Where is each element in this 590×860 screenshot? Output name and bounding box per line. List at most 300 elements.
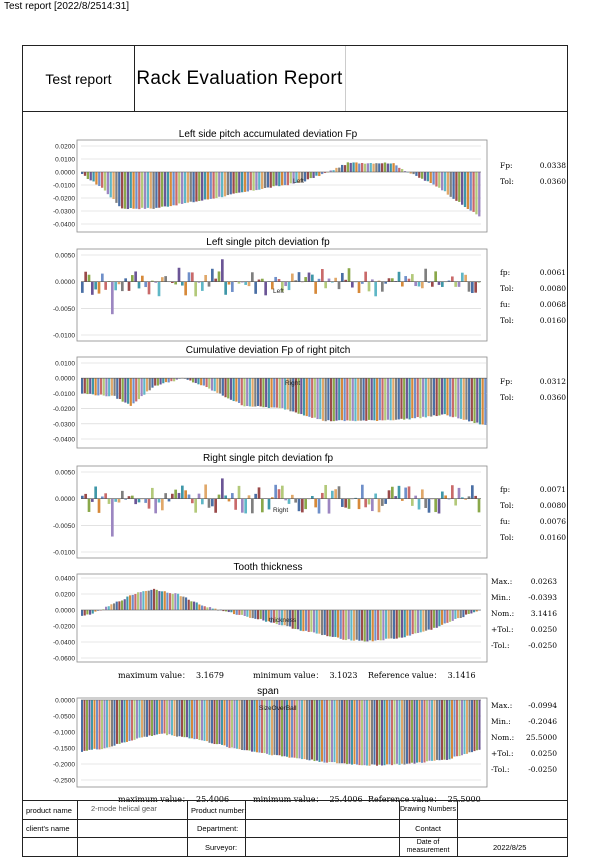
bar	[409, 610, 411, 636]
bar	[417, 610, 419, 633]
bar	[198, 604, 200, 610]
bar	[314, 282, 317, 294]
stat-value: -0.0250	[528, 765, 557, 774]
bar	[188, 495, 191, 499]
bar	[96, 700, 98, 749]
bar	[106, 700, 108, 748]
bar	[311, 378, 313, 418]
bar	[359, 700, 361, 765]
bar	[314, 499, 317, 508]
y-tick-label: -0.0100	[52, 549, 75, 557]
bar	[331, 700, 333, 762]
bar	[378, 163, 380, 172]
bar	[138, 499, 141, 503]
bar	[116, 602, 118, 610]
bar	[357, 378, 359, 420]
bar	[178, 172, 180, 203]
bar	[424, 269, 427, 282]
bar	[128, 496, 131, 498]
stat-label: Min.:	[491, 593, 511, 602]
bar	[278, 279, 281, 282]
bar	[168, 499, 171, 502]
bar	[476, 700, 478, 750]
bar	[454, 700, 456, 757]
bar	[127, 378, 129, 404]
bar	[105, 378, 107, 396]
bar	[184, 282, 187, 296]
bar	[191, 700, 193, 738]
stat-label: Min.:	[491, 717, 511, 726]
bar	[399, 700, 401, 765]
bar	[171, 494, 174, 499]
bar	[344, 499, 347, 508]
bar	[391, 487, 394, 499]
bar	[124, 172, 126, 209]
bar	[301, 499, 304, 513]
bar	[91, 282, 94, 295]
bar	[131, 496, 134, 499]
bar	[239, 700, 241, 749]
bar	[135, 172, 137, 209]
bar	[427, 378, 429, 416]
series-label: Right	[273, 507, 289, 514]
bar	[179, 700, 181, 736]
bar	[236, 610, 238, 615]
bar	[250, 172, 252, 190]
bar	[249, 700, 251, 751]
bar	[319, 700, 321, 762]
bar	[154, 378, 156, 385]
bar	[104, 700, 106, 748]
bar	[452, 172, 454, 199]
bar	[252, 610, 254, 618]
chart-left-cumulative-pitch	[23, 138, 567, 234]
bar	[144, 499, 147, 503]
y-tick-label: 0.0200	[55, 591, 75, 599]
bar	[154, 700, 156, 735]
bar	[138, 282, 141, 289]
thickness-ref: Reference value： 3.1416	[368, 671, 476, 680]
bar	[149, 700, 151, 735]
bar	[461, 172, 463, 205]
bar	[108, 378, 110, 396]
stat-label: Max.:	[491, 577, 513, 586]
bar	[404, 488, 407, 499]
stat-label: Tol:	[500, 533, 514, 542]
bar	[84, 172, 86, 176]
bar	[181, 282, 184, 286]
bar	[404, 276, 407, 282]
y-tick-label: -0.1000	[52, 729, 75, 737]
bar	[201, 172, 203, 201]
bar	[119, 700, 121, 744]
bar	[390, 378, 392, 420]
y-tick-label: -0.1500	[52, 745, 75, 753]
bar	[248, 282, 251, 286]
bar	[195, 378, 197, 383]
bar	[204, 484, 207, 498]
bar	[222, 378, 224, 395]
bar	[297, 610, 299, 629]
bar	[154, 499, 157, 514]
bar	[166, 700, 168, 735]
bar	[118, 499, 121, 503]
bar	[139, 700, 141, 738]
bar	[190, 601, 192, 610]
bar	[418, 172, 420, 178]
bar	[334, 489, 337, 498]
y-tick-label: -0.0400	[52, 436, 75, 444]
bar	[438, 499, 441, 514]
bar	[233, 610, 235, 614]
bar	[194, 282, 197, 297]
bar	[98, 499, 101, 513]
bar	[254, 282, 257, 294]
chart-title-4: Right single pitch deviation fp	[202, 453, 334, 464]
bar	[201, 282, 204, 291]
bar	[159, 378, 161, 384]
bar	[141, 700, 143, 737]
bar	[229, 700, 231, 748]
bar	[291, 274, 294, 282]
bar	[121, 600, 123, 610]
bar	[342, 610, 344, 640]
bar	[321, 610, 323, 635]
bar	[212, 172, 214, 199]
bar	[476, 378, 478, 422]
bar	[457, 610, 459, 618]
bar	[471, 700, 473, 752]
bar	[152, 172, 154, 209]
bar	[234, 499, 237, 510]
bar	[471, 485, 474, 498]
bar	[381, 700, 383, 765]
bar	[390, 610, 392, 638]
chart-title-6: span	[257, 686, 279, 697]
window-title: Test report [2022/8/2514:31]	[4, 1, 130, 12]
bar	[101, 700, 103, 749]
bar	[134, 499, 137, 504]
bar	[411, 274, 414, 282]
y-tick-label: -0.0600	[52, 655, 75, 663]
bar	[341, 273, 344, 282]
bar	[466, 700, 468, 754]
bar	[256, 700, 258, 752]
bar	[352, 162, 354, 172]
bar	[279, 378, 281, 408]
bar	[114, 282, 117, 291]
bar	[201, 605, 203, 610]
bar	[260, 378, 262, 406]
client-name-label: client's name	[26, 823, 70, 833]
bar	[474, 282, 477, 293]
bar	[91, 499, 94, 502]
bar	[388, 490, 391, 498]
span-ref: Reference value： 25.5000	[368, 795, 481, 804]
bar	[401, 700, 403, 764]
bar	[165, 378, 167, 382]
bar	[264, 172, 266, 188]
bar	[278, 489, 281, 498]
bar	[94, 487, 97, 499]
bar	[458, 488, 461, 499]
bar	[366, 610, 368, 641]
bar	[432, 172, 434, 185]
bar	[324, 485, 327, 499]
bar	[328, 499, 331, 514]
bar	[419, 700, 421, 762]
bar	[118, 172, 120, 206]
bar	[463, 378, 465, 420]
bar	[333, 378, 335, 421]
bar	[441, 172, 443, 190]
bar	[268, 378, 270, 408]
bar	[364, 164, 366, 172]
chart-tooth-thickness	[23, 572, 567, 666]
bar	[86, 610, 88, 614]
bar	[468, 610, 470, 614]
bar	[111, 282, 114, 315]
bar	[172, 594, 174, 610]
bar	[167, 172, 169, 207]
stat-value: 0.0312	[539, 377, 566, 386]
bar	[421, 172, 423, 179]
stat-value: -0.2046	[528, 717, 557, 726]
bar	[194, 700, 196, 739]
bar	[169, 700, 171, 734]
bar	[371, 700, 373, 764]
bar	[101, 497, 104, 499]
bar	[465, 378, 467, 419]
bar	[368, 282, 371, 292]
bar	[331, 491, 334, 499]
bar	[358, 610, 360, 641]
y-tick-label: 0.0000	[55, 607, 75, 615]
bar	[94, 700, 96, 749]
y-tick-label: -0.0100	[52, 182, 75, 190]
bar	[414, 282, 417, 286]
bar	[316, 378, 318, 419]
stat-value: 0.0160	[539, 533, 566, 542]
bar	[236, 700, 238, 749]
bar	[127, 172, 129, 209]
bar	[352, 378, 354, 421]
bar	[103, 378, 105, 395]
bar	[161, 277, 164, 281]
bar	[214, 700, 216, 744]
bar	[262, 610, 264, 621]
bar	[392, 163, 394, 172]
y-tick-label: -0.0200	[52, 195, 75, 203]
bar	[321, 172, 323, 174]
bar	[384, 378, 386, 420]
bar	[166, 593, 168, 610]
bar	[376, 378, 378, 421]
bar	[92, 610, 94, 614]
bar	[306, 378, 308, 416]
bar	[244, 700, 246, 750]
bar	[454, 499, 457, 506]
bar	[409, 378, 411, 419]
bar	[200, 378, 202, 385]
bar	[344, 700, 346, 763]
chart-right-cumulative-pitch	[23, 355, 567, 450]
bar	[473, 378, 475, 423]
bar	[233, 378, 235, 401]
bar	[203, 378, 205, 385]
bar	[328, 279, 331, 282]
bar	[258, 280, 261, 282]
bar	[258, 487, 261, 498]
bar	[257, 378, 259, 406]
bar	[369, 700, 371, 766]
bar	[436, 700, 438, 760]
bar	[349, 700, 351, 764]
stat-label: -Tol.:	[491, 641, 510, 650]
bar	[308, 273, 311, 282]
bar	[254, 378, 256, 406]
stat-label: fu:	[500, 517, 511, 526]
bar	[191, 499, 194, 504]
bar	[322, 378, 324, 421]
bar	[305, 610, 307, 631]
bar	[131, 275, 134, 282]
bar	[364, 610, 366, 641]
bar	[231, 493, 234, 499]
contact-label: Contact	[415, 823, 441, 833]
bar	[112, 172, 114, 199]
bar	[121, 491, 124, 499]
bar	[274, 485, 277, 499]
bar	[372, 164, 374, 172]
bar	[174, 593, 176, 610]
bar	[307, 172, 309, 179]
bar	[430, 610, 432, 630]
bar	[261, 279, 264, 282]
bar	[454, 282, 457, 287]
series-label: SizeOverBall	[259, 705, 297, 712]
bar	[191, 272, 194, 281]
bar	[461, 273, 464, 282]
bar	[398, 272, 401, 282]
bar	[313, 610, 315, 632]
bar	[124, 700, 126, 742]
bar	[221, 478, 224, 498]
chart-title-5: Tooth thickness	[233, 562, 303, 573]
bar	[398, 168, 400, 172]
bar	[351, 700, 353, 765]
bar	[384, 282, 387, 284]
bar	[311, 700, 313, 759]
bar	[308, 378, 310, 417]
bar	[310, 610, 312, 632]
y-tick-label: 0.0200	[55, 143, 75, 151]
bar	[158, 591, 160, 610]
bar	[84, 494, 87, 499]
bar	[379, 700, 381, 765]
bar	[471, 378, 473, 421]
bar	[95, 378, 97, 395]
bar	[175, 172, 177, 205]
bar	[381, 282, 384, 292]
bar	[284, 282, 287, 286]
bar	[374, 282, 377, 297]
bar	[221, 259, 224, 281]
bar	[131, 700, 133, 740]
bar	[238, 486, 241, 499]
bar	[161, 700, 163, 734]
bar	[303, 378, 305, 415]
bar	[475, 172, 477, 214]
bar	[243, 378, 245, 406]
bar	[122, 378, 124, 401]
bar	[361, 163, 363, 172]
bar	[227, 378, 229, 398]
bar	[221, 700, 223, 745]
bar	[384, 700, 386, 765]
bar	[228, 282, 231, 285]
bar	[92, 172, 94, 181]
bar	[330, 378, 332, 421]
bar	[87, 172, 89, 179]
stat-label: Nom.:	[491, 609, 515, 618]
y-tick-label: 0.0000	[55, 375, 75, 383]
bar	[188, 272, 191, 281]
bar	[406, 378, 408, 418]
bar	[100, 378, 102, 394]
department-label: Department:	[197, 823, 239, 833]
bar	[144, 282, 147, 287]
bar	[89, 700, 91, 750]
bar	[241, 499, 244, 513]
bar	[284, 172, 286, 185]
bar	[145, 591, 147, 610]
bar	[138, 172, 140, 209]
bar	[143, 378, 145, 395]
bar	[434, 271, 437, 281]
bar	[348, 268, 351, 281]
bar	[218, 172, 220, 197]
bar	[159, 700, 161, 734]
bar	[367, 163, 369, 172]
bar	[214, 499, 217, 513]
bar	[144, 700, 146, 737]
bar	[287, 172, 289, 185]
bar	[304, 499, 307, 509]
bar	[111, 700, 113, 746]
bar	[464, 275, 467, 282]
bar	[148, 499, 151, 509]
bar	[324, 700, 326, 763]
bar	[126, 597, 128, 610]
bar	[97, 378, 99, 395]
span-max: maximum value： 25.4006	[118, 795, 230, 804]
bar	[89, 610, 91, 615]
y-tick-label: -0.0200	[52, 623, 75, 631]
bar	[244, 499, 247, 514]
bar	[351, 282, 354, 288]
bar	[478, 172, 480, 216]
bar	[105, 607, 107, 610]
bar	[84, 378, 86, 393]
bar	[230, 610, 232, 612]
bar	[391, 700, 393, 765]
bar	[341, 700, 343, 763]
bar	[346, 378, 348, 420]
bar	[318, 499, 321, 514]
bar	[132, 172, 134, 209]
bar	[365, 378, 367, 421]
